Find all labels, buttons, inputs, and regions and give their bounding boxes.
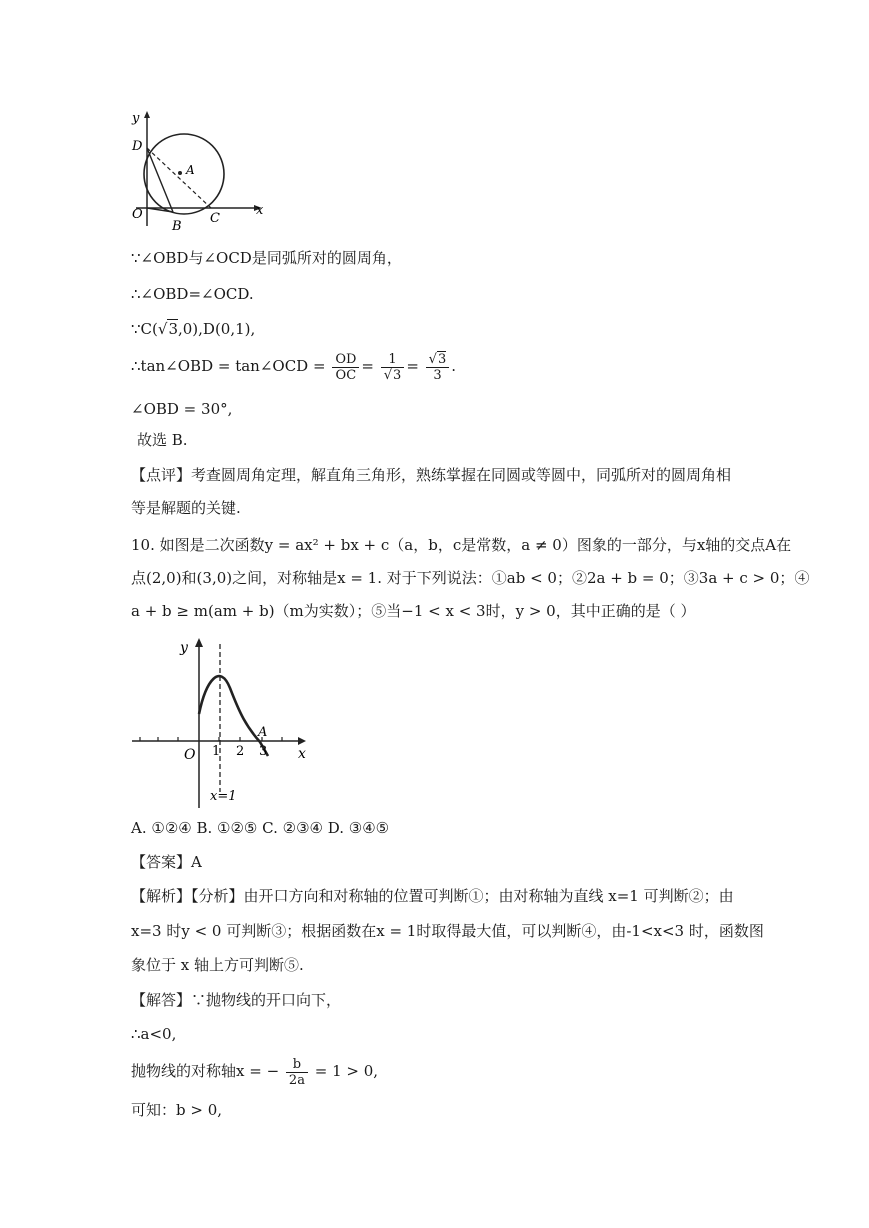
label-b: B xyxy=(172,219,182,234)
segment-dc xyxy=(147,148,211,208)
analysis-line-3: 象位于 x 轴上方可判断⑤. xyxy=(131,956,304,974)
fraction-b-2a: $\frac{b}{2a}$ xyxy=(286,1057,308,1088)
solution-line-3: ∵C(√3,0),D(0,1), xyxy=(131,320,256,338)
center-point xyxy=(178,171,182,175)
label-3: 3 xyxy=(259,744,268,759)
label-1: 1 xyxy=(212,744,221,759)
comment-line-1: 【点评】考查圆周角定理，解直角三角形，熟练掌握在同圆或等圆中，同弧所对的圆周角相 xyxy=(131,466,732,484)
label-x: x xyxy=(256,203,264,218)
solution-line-2: ∴∠OBD=∠OCD. xyxy=(131,285,254,303)
parabola-curve xyxy=(199,676,268,756)
segment-db xyxy=(147,148,173,212)
fraction-od-oc: $\frac{OD}{OC}$ xyxy=(332,352,359,383)
analysis-line-2: x=3 时y < 0 可判断③；根据函数在x = 1时取得最大值，可以判断④，由-1<x<3 时，函数图 xyxy=(131,922,764,940)
solution-line-4: ∴tan∠OBD = tan∠OCD = $\frac{OD}{OC}$ = $\frac{1}{√3}$ = $\frac{√3}{3}$ . xyxy=(131,351,457,383)
s3-post: = 1 > 0, xyxy=(314,1062,379,1080)
solution2-line-4: 可知：b > 0, xyxy=(131,1101,223,1119)
circle-figure xyxy=(128,108,278,236)
solution-line-1: ∵∠OBD与∠OCD是同弧所对的圆周角， xyxy=(131,249,402,267)
label-a: A xyxy=(186,163,195,177)
label-o: O xyxy=(184,747,196,763)
solution-line-5: ∠OBD = 30°, xyxy=(131,400,233,418)
question-line-1: 10. 如图是二次函数y = ax² + bx + c（a，b，c是常数，a ≠ 0）图象的一部分，与x轴的交点A在 xyxy=(131,536,792,554)
label-d: D xyxy=(132,139,143,154)
label-x: x xyxy=(298,746,306,762)
s3-pre: 抛物线的对称轴x = − xyxy=(131,1062,280,1080)
l3-pre: ∵C( xyxy=(131,320,158,338)
l3-sqrt3: 3 xyxy=(168,320,178,338)
label-y: y xyxy=(132,111,140,126)
fraction-sqrt3-3: $\frac{√3}{3}$ xyxy=(426,352,450,383)
label-o: O xyxy=(132,207,143,222)
l3-post: ,0),D(0,1), xyxy=(177,320,256,338)
analysis-line-1: 【解析】【分析】由开口方向和对称轴的位置可判断①；由对称轴为直线 x=1 可判断②；由 xyxy=(131,887,734,905)
choices: A. ①②④ B. ①②⑤ C. ②③④ D. ③④⑤ xyxy=(131,819,390,837)
y-arrow xyxy=(195,638,203,647)
x-arrow xyxy=(298,737,306,745)
question-line-2: 点(2,0)和(3,0)之间，对称轴是x = 1. 对于下列说法：①ab < 0；②2a + b = 0；③3a + c > 0；④ xyxy=(131,569,810,587)
solution2-line-2: ∴a<0, xyxy=(131,1025,177,1043)
comment-line-2: 等是解题的关键. xyxy=(131,499,241,517)
solution-line-6: 故选 B. xyxy=(137,431,188,449)
label-c: C xyxy=(210,211,220,226)
fraction-1-sqrt3: $\frac{1}{√3}$ xyxy=(381,352,405,383)
y-arrow xyxy=(144,111,150,118)
label-axis: x=1 xyxy=(210,789,237,804)
label-a: A xyxy=(258,725,268,740)
answer: 【答案】A xyxy=(131,853,202,871)
parabola-figure xyxy=(128,630,318,810)
solution2-line-3 xyxy=(131,1052,378,1090)
solution2-line-1: 【解答】∵抛物线的开口向下， xyxy=(131,991,342,1009)
question-line-3: a + b ≥ m(am + b)（m为实数）；⑤当−1 < x < 3时，y > 0，其中正确的是（ ） xyxy=(131,602,696,620)
label-2: 2 xyxy=(236,744,245,759)
circle-a xyxy=(144,134,224,214)
l4-pre: ∴tan∠OBD = tan∠OCD = xyxy=(131,357,326,375)
label-y: y xyxy=(180,640,188,656)
